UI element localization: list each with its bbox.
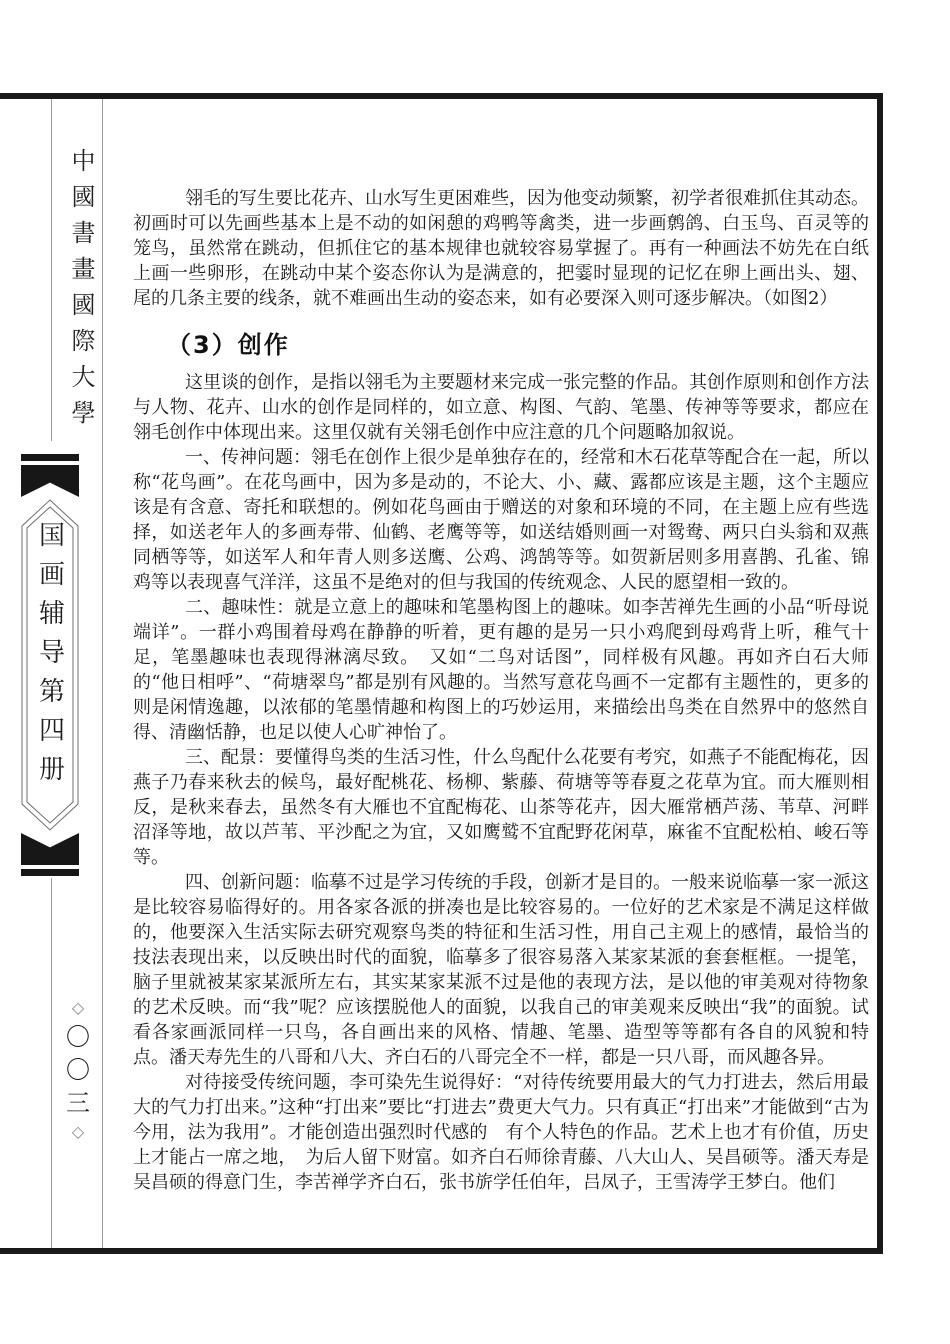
banner-bottom-ribbon	[21, 833, 79, 865]
main-text-column	[133, 186, 869, 1195]
rule-left-lower	[51, 878, 52, 1248]
rule-sidebar-divider	[102, 99, 103, 1248]
paragraph-point-interest: 二、趣味性：就是立意上的趣味和笔墨构图上的趣味。如李苦禅先生画的小品“听母说端详”。一群小鸡围着母鸡在静静的听着，更有趣的是另一只小鸡爬到母鸡背上听，稚气十足，笔墨趣味也表现得淋漓尽致。 又如“二鸟对话图”，同样极有风趣。再如齐白石大师的“他日相呼”、“荷塘翠鸟”都是别有风趣的。当然写意花鸟画不一定都有主题性的，更多的则是闲情逸趣，以浓郁的笔墨情趣和构图上的巧妙运用，来描绘出鸟类在自然界中的悠然自得、清幽恬静，也足以使人心旷神怡了。	[133, 597, 869, 743]
rule-left-upper	[51, 99, 52, 441]
folio-digit: 三	[66, 1089, 90, 1117]
folio-digit: 〇	[66, 1023, 90, 1051]
frame-right-bar	[877, 93, 883, 1254]
folio-ornament-top: ◇	[71, 998, 85, 1017]
frame-top-bar	[0, 93, 883, 99]
volume-banner	[21, 454, 79, 876]
banner-top-cap	[21, 454, 79, 461]
paragraph-point-innovation: 四、创新问题：临摹不过是学习传统的手段，创新才是目的。一般来说临摹一家一派这是比较容易临得好的。用各家各派的拼凑也是比较容易的。一位好的艺术家是不满足这样做的，他要深入生活实际去研究观察鸟类的特征和生活习性，用自己主观上的感情，最恰当的技法表现出来，以反映出时代的面貌，临摹多了很容易落入某家某派的套套框框。一提笔，脑子里就被某家某派所左右，其实某家某派不过是他的表现方法，是以他的审美观对待物象的艺术反映。而“我”呢？应该摆脱他人的面貌，以我自己的审美观来反映出“我”的面貌。试看各家画派同样一只鸟，各自画出来的风格、情趣、笔墨、造型等等都有各自的风貌和特点。潘天寿先生的八哥和八大、齐白石的八哥完全不一样，都是一只八哥，而风趣各异。	[133, 872, 869, 1068]
banner-top-ribbon	[21, 465, 79, 497]
folio-ornament-bottom: ◇	[71, 1122, 85, 1141]
frame-bottom-bar	[0, 1248, 883, 1254]
spine-title: 中國書畫國際大學	[67, 148, 95, 436]
folio-page-number	[57, 1000, 99, 1140]
banner-volume-label: 国画辅导第四册	[34, 521, 65, 794]
paragraph-creation-intro: 这里谈的创作，是指以翎毛为主要题材来完成一张完整的作品。其创作原则和创作方法与人物、花卉、山水的创作是同样的，如立意、构图、气韵、笔墨、传神等等要求，都应在翎毛创作中体现出来。这里仅就有关翎毛创作中应注意的几个问题略加叙说。	[133, 372, 869, 443]
paragraph-tradition: 对待接受传统问题，李可染先生说得好：“对待传统要用最大的气力打进去，然后用最大的气力打出来。”这种“打出来”要比“打进去”费更大气力。只有真正“打出来”才能做到“古为今用，法为我用”。才能创造出强烈时代感的 有个人特色的作品。艺术上也才有价值，历史上才能占一席之地， 为后人留下财富。如齐白石师徐青藤、八大山人、吴昌硕等。潘天寿是吴昌硕的得意门生，李苦禅学齐白石，张书旂学任伯年，吕凤子，王雪涛学王梦白。他们	[133, 1072, 869, 1193]
folio-digit: 〇	[66, 1056, 90, 1084]
banner-bottom-cap	[21, 869, 79, 876]
section-heading: （3）创作	[167, 331, 290, 359]
paragraph-intro: 翎毛的写生要比花卉、山水写生更困难些，因为他变动频繁，初学者很难抓住其动态。初画时可以先画些基本上是不动的如闲憩的鸡鸭等禽类，进一步画鹩鸽、白玉鸟、百灵等的笼鸟，虽然常在跳动，但抓住它的基本规律也就较容易掌握了。再有一种画法不妨先在白纸上画一些卵形，在跳动中某个姿态你认为是满意的，把霎时显现的记忆在卵上画出头、翅、尾的几条主要的线条，就不难画出生动的姿态来，如有必要深入则可逐步解决。（如图2）	[133, 188, 869, 309]
paragraph-point-scenery: 三、配景：要懂得鸟类的生活习性，什么鸟配什么花要有考究，如燕子不能配梅花，因燕子乃春来秋去的候鸟，最好配桃花、杨柳、紫藤、荷塘等等春夏之花草为宜。而大雁则相反，是秋来春去，虽然冬有大雁也不宜配梅花、山茶等花卉，因大雁常栖芦荡、苇草、河畔沼泽等地，故以芦苇、平沙配之为宜，又如鹰鹫不宜配野花闲草，麻雀不宜配松柏、峻石等等。	[133, 747, 869, 868]
paragraph-point-spirit: 一、传神问题：翎毛在创作上很少是单独存在的，经常和木石花草等配合在一起，所以称“花鸟画”。在花鸟画中，因为多是动的，不论大、小、藏、露都应该是主题，这个主题应该是有含意、寄托和联想的。例如花鸟画由于赠送的对象和环境的不同，在主题上应有些选择，如送老年人的多画寿带、仙鹤、老鹰等等，如送结婚则画一对鸳鸯、两只白头翁和双燕同栖等等，如送军人和年青人则多送鹰、公鸡、鸿鹄等等。如贺新居则多用喜鹊、孔雀、锦鸡等以表现喜气洋洋，这虽不是绝对的但与我国的传统观念、人民的愿望相一致的。	[133, 447, 869, 593]
banner-hexagon	[21, 499, 79, 831]
